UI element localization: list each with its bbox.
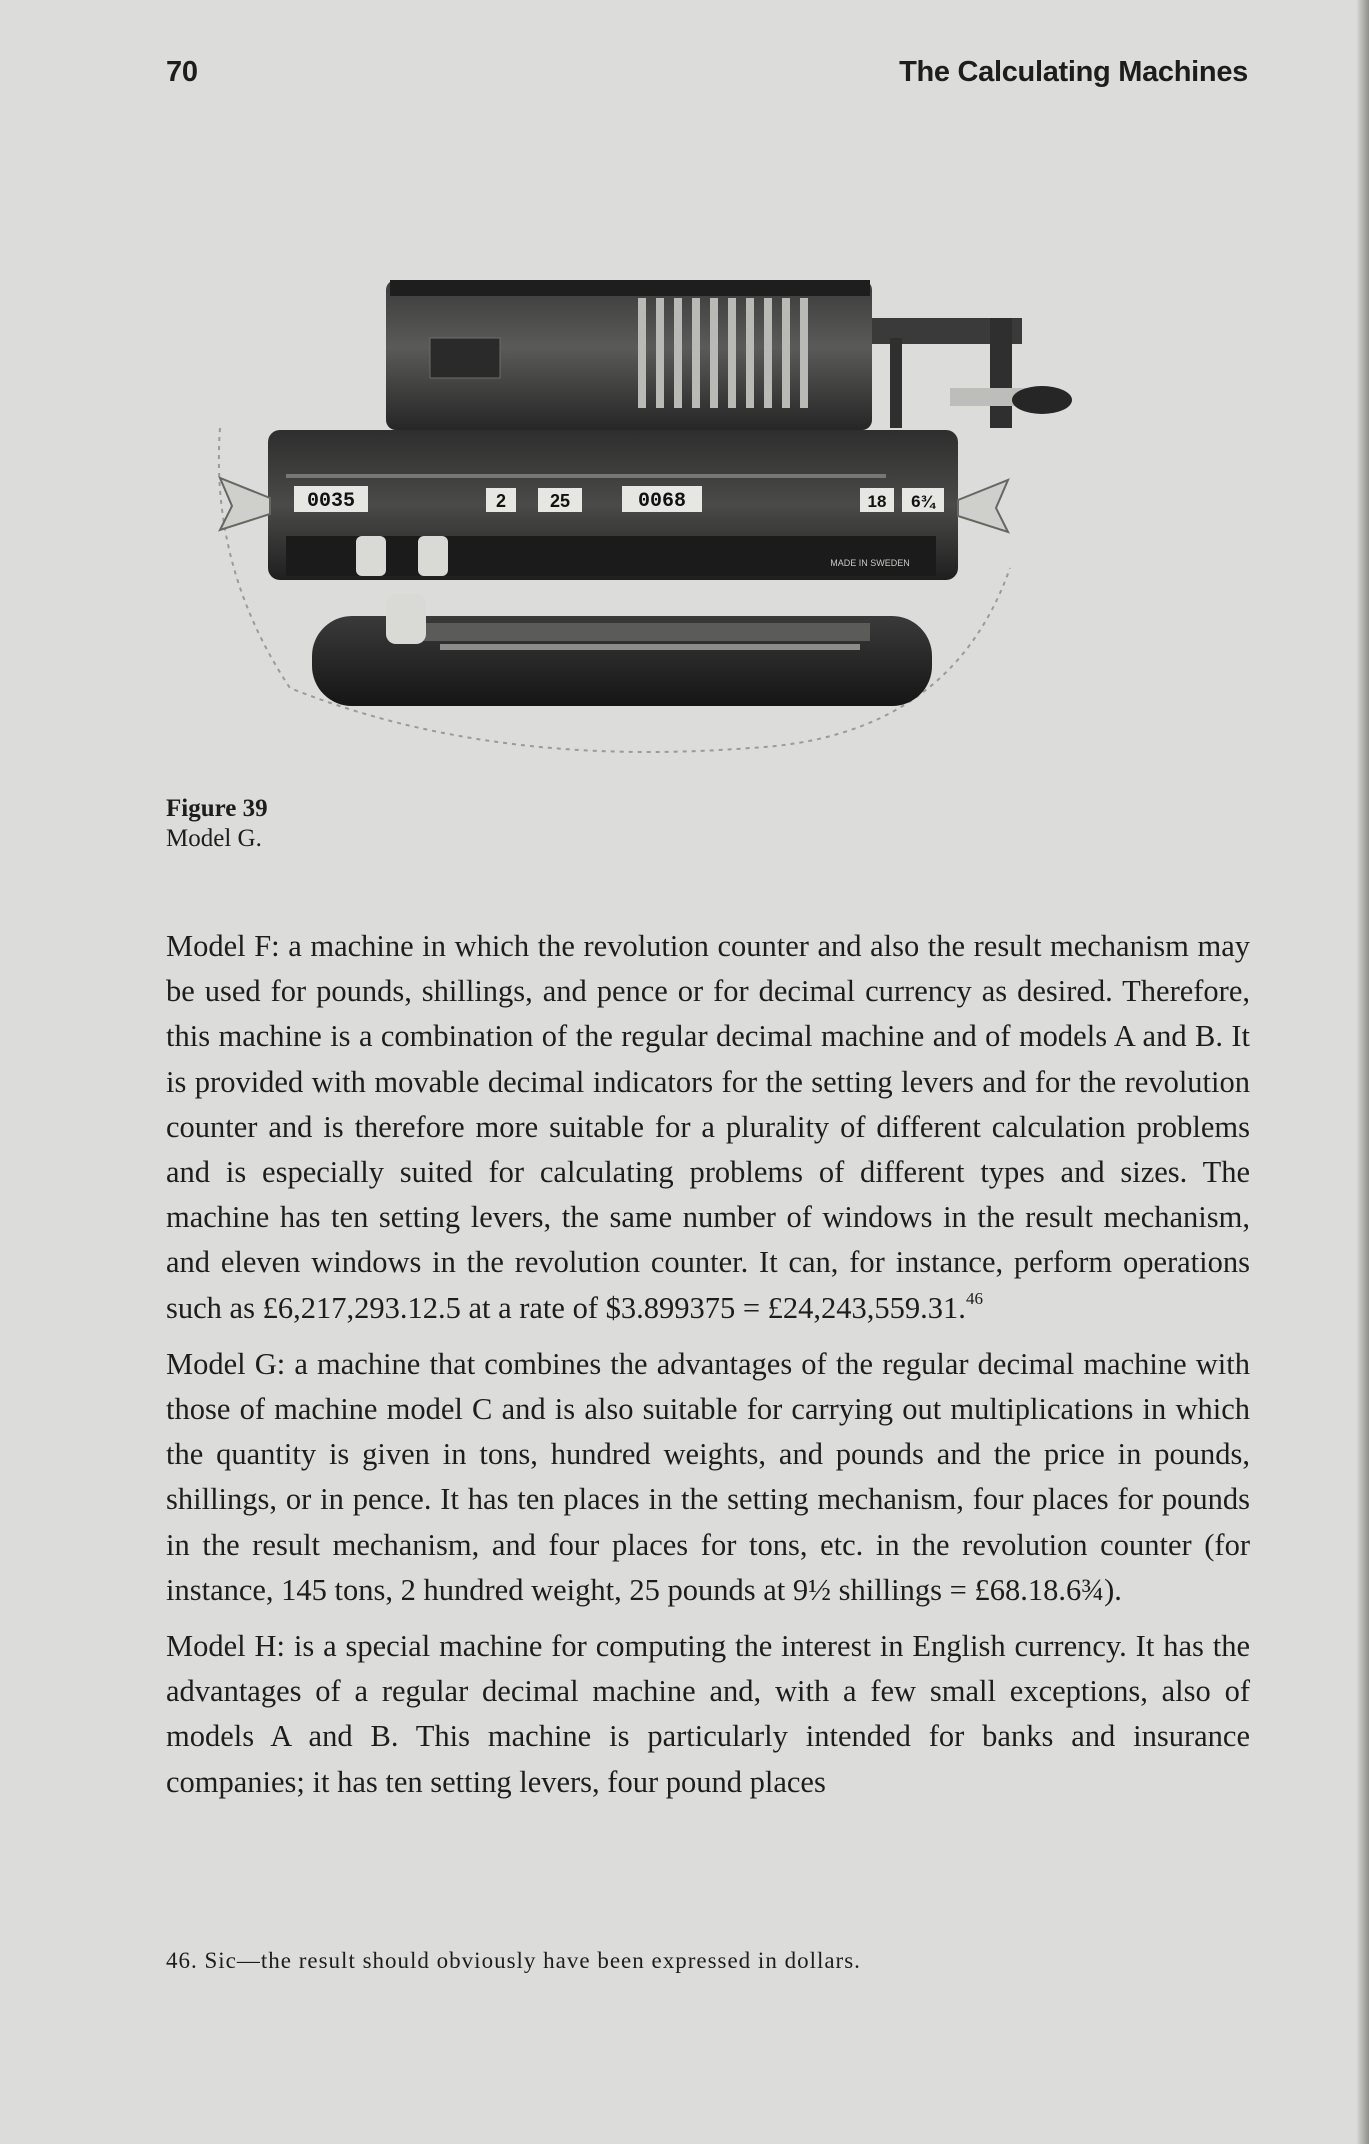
right-wing-nut: [958, 480, 1008, 532]
made-in-plate: MADE IN SWEDEN: [830, 558, 910, 568]
paragraph-model-h: Model H: is a special machine for computing the interest in English currency. It has the advantages of a regular decimal machine and, with a few small exceptions, also of models A and B. This machine is particularly intended for banks and insurance companies; it has ten setting levers, four pound places: [166, 1629, 1250, 1799]
small-left-window: 2: [495, 491, 507, 511]
left-wing-nut: [220, 478, 270, 530]
paragraph-model-g: Model G: a machine that combines the advantages of the regular decimal machine with those of machine model C and is also suitable for carrying out multiplications in which the quantity is given in tons, hundred weights, and pounds and the price in pounds, shillings, or in pence. It has ten places in the setting mechanism, four places for pounds in the result mechanism, and four places for tons, etc. in the revolution counter (for instance, 145 tons, 2 hundred weight, 25 pounds at 9½ shillings = £68.18.6¾).: [166, 1346, 1250, 1607]
result-counter: [622, 486, 702, 513]
figure-label: Figure 39: [166, 795, 268, 822]
center-window: 25: [549, 491, 571, 511]
footnote: 46. Sic—the result should obviously have been expressed in dollars.: [166, 1948, 861, 1973]
figure-caption-text: Model G.: [166, 825, 262, 852]
clearing-knob: [418, 536, 448, 576]
pence-window: 6¾: [911, 492, 935, 511]
footnotes: [166, 1948, 861, 1974]
result-counter-readout: 0068: [637, 490, 687, 513]
figure-caption: [166, 794, 268, 854]
body-text: [166, 924, 1250, 1816]
crank-handle: [872, 318, 1072, 428]
shillings-window: 18: [867, 492, 887, 511]
figure-39-photo: [190, 268, 1150, 768]
revolution-counter: [294, 486, 368, 513]
page-edge: [1357, 0, 1369, 2144]
page-number: 70: [166, 56, 198, 88]
calculating-machine-illustration: [190, 268, 1150, 768]
running-head: The Calculating Machines: [899, 56, 1248, 88]
paragraph-text: Model F: a machine in which the revolution counter and also the result mechanism may be used for pounds, shillings, and pence or for decimal currency as desired. Therefore, this machine is a combination of the regular decimal machine and of models A and B. It is provided with movable decimal indicators for the setting levers and for the revolution counter and is therefore more suitable for a plurality of different calculation problems and is especially suited for calculating problems of different types and sizes. The machine has ten setting levers, the same number of windows in the result mechanism, and eleven windows in the revolution counter. It can, for instance, perform operations such as £6,217,293.12.5 at a rate of $3.899375 = £24,243,559.31.: [166, 929, 1250, 1325]
clearing-knob: [386, 594, 426, 644]
clearing-knob: [356, 536, 386, 576]
paragraph-model-f: [166, 924, 1250, 1331]
footnote-ref: 46: [965, 1288, 983, 1308]
revolution-counter-readout: 0035: [306, 490, 356, 513]
